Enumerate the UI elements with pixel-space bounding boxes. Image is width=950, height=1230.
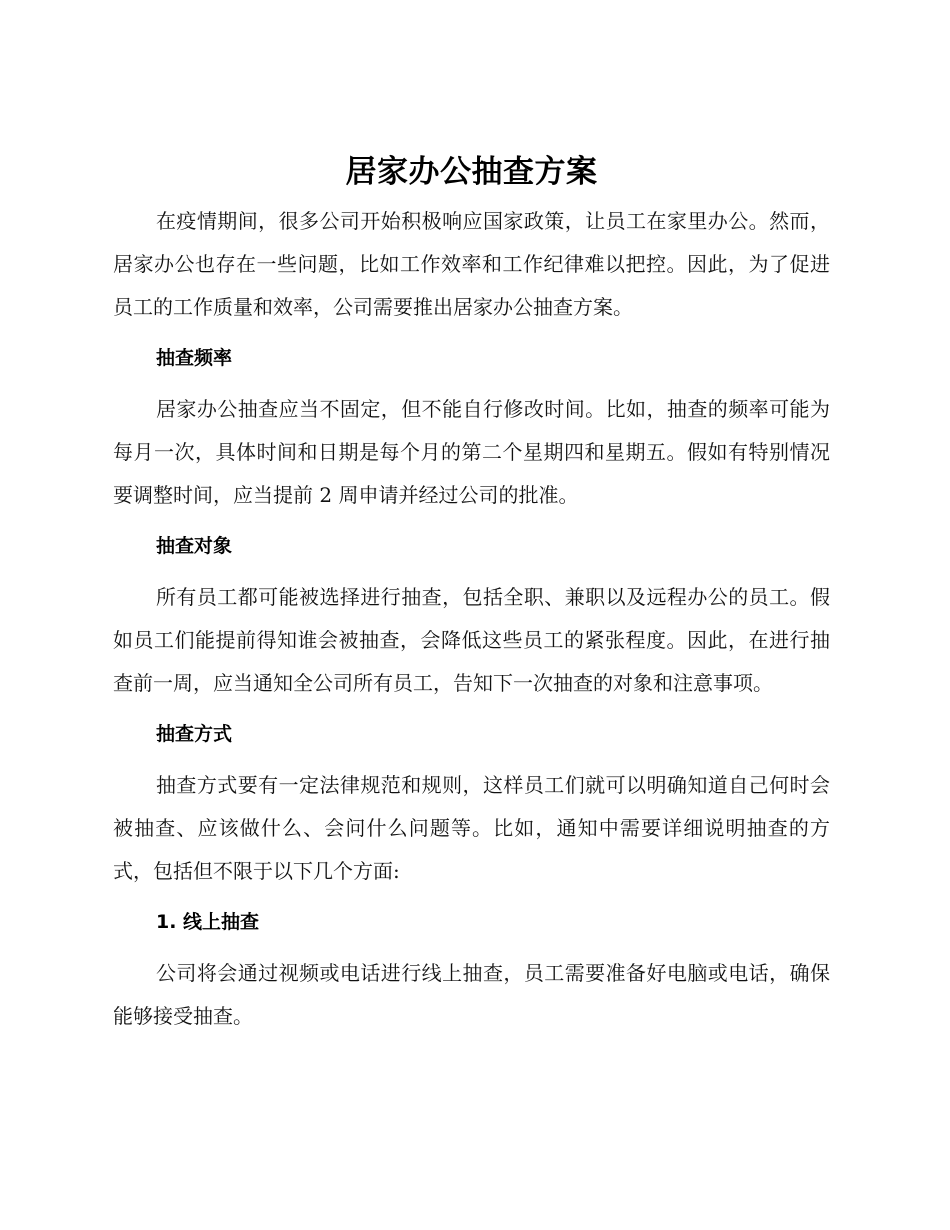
section-heading-method: 抽查方式 (156, 723, 233, 745)
section-body-online-check: 公司将会通过视频或电话进行线上抽查，员工需要准备好电脑或电话，确保能够接受抽查。 (113, 961, 830, 1028)
section-heading-frequency: 抽查频率 (156, 347, 233, 369)
section-heading-online-check: 1. 线上抽查 (156, 911, 260, 933)
document-page (113, 146, 830, 1038)
section-heading-targets: 抽查对象 (156, 535, 233, 557)
section-body-targets: 所有员工都可能被选择进行抽查，包括全职、兼职以及远程办公的员工。假如员工们能提前得知谁会被抽查，会降低这些员工的紧张程度。因此，在进行抽查前一周，应当通知全公司所有员工，告知下一次抽查的对象和注意事项。 (113, 585, 830, 695)
section-body-method: 抽查方式要有一定法律规范和规则，这样员工们就可以明确知道自己何时会被抽查、应该做什么、会问什么问题等。比如，通知中需要详细说明抽查的方式，包括但不限于以下几个方面: (113, 773, 830, 883)
document-title: 居家办公抽查方案 (345, 154, 598, 190)
intro-paragraph: 在疫情期间，很多公司开始积极响应国家政策，让员工在家里办公。然而，居家办公也存在一些问题，比如工作效率和工作纪律难以把控。因此，为了促进员工的工作质量和效率，公司需要推出居家办公抽查方案。 (113, 209, 830, 319)
section-body-frequency: 居家办公抽查应当不固定，但不能自行修改时间。比如，抽查的频率可能为每月一次，具体时间和日期是每个月的第二个星期四和星期五。假如有特别情况要调整时间，应当提前 2 周申请并经过公司的批准。 (113, 397, 830, 507)
